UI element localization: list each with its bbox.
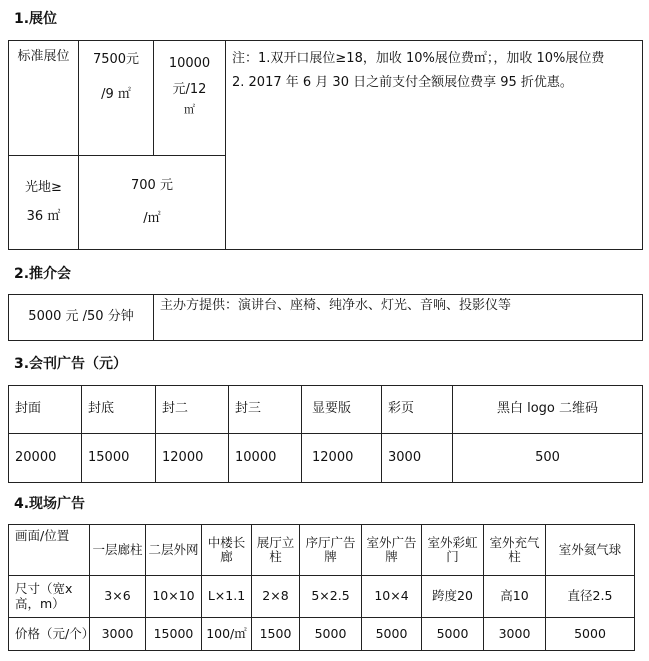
booth-note-2: 2. 2017 年 6 月 30 日之前支付全额展位费享 95 折优惠。 [232,75,573,91]
booth-note-1: 注：1.双开口展位≥18，加收 10%展位费㎡；，加收 10%展位费 [232,51,605,66]
ad-header: 封底 [82,386,156,434]
price-value: 5000 [422,618,484,651]
ad-value: 12000 [302,434,382,483]
size-label: 尺寸（宽x高，m） [9,576,90,618]
presentation-provided: 主办方提供：演讲台、座椅、纯净水、灯光、音响、投影仪等 [154,295,643,341]
size-value: 10×4 [362,576,422,618]
ad-value: 10000 [229,434,302,483]
onsite-ad-table [8,524,635,651]
bare-space-price-line2: /㎡ [143,210,161,226]
ad-header: 封二 [156,386,229,434]
onsite-header: 中楼长廊 [202,525,252,576]
booth-table [8,40,643,250]
onsite-header: 室外充气柱 [484,525,546,576]
onsite-header: 展厅立柱 [252,525,300,576]
onsite-header: 序厅广告牌 [300,525,362,576]
price-value: 15000 [146,618,202,651]
size-value: 10×10 [146,576,202,618]
price-value: 3000 [484,618,546,651]
onsite-header: 室外氦气球 [546,525,635,576]
presentation-price: 5000 元 /50 分钟 [9,295,154,341]
size-value: 2×8 [252,576,300,618]
ad-value: 3000 [382,434,453,483]
price-value: 5000 [362,618,422,651]
ad-value: 12000 [156,434,229,483]
price-9sqm-line2: /9 ㎡ [101,86,131,102]
price-9sqm-line1: 7500元 [92,52,140,67]
onsite-header: 画面/位置 [9,525,90,576]
price-value: 1500 [252,618,300,651]
price-12sqm-line2: 元/12 [172,82,207,98]
size-value: 高10 [484,576,546,618]
onsite-header: 一层廊柱 [90,525,146,576]
ad-value: 20000 [9,434,82,483]
catalog-ad-table [8,385,643,483]
bare-space-label-line2: 36 ㎡ [26,208,61,224]
bare-space-label-line1: 光地≥ [25,179,62,195]
price-12sqm-line3: ㎡ [184,103,195,117]
price-value: 100/㎡ [202,618,252,651]
price-value: 3000 [90,618,146,651]
price-value: 5000 [546,618,635,651]
ad-value: 500 [453,434,643,483]
price-value: 5000 [300,618,362,651]
section-title: 1.展位 [14,11,58,27]
size-value: 直径2.5 [546,576,635,618]
size-value: 3×6 [90,576,146,618]
price-12sqm-line1: 10000 [168,56,211,71]
presentation-table [8,294,643,341]
standard-booth-label: 标准展位 [9,41,79,156]
ad-value: 15000 [82,434,156,483]
size-value: 跨度20 [422,576,484,618]
size-value: L×1.1 [202,576,252,618]
section-title: 3.会刊广告（元） [14,356,128,372]
section-title: 2.推介会 [14,266,72,282]
ad-header: 黑白 logo 二维码 [453,386,643,434]
ad-header: 显要版 [302,386,382,434]
onsite-header: 室外彩虹门 [422,525,484,576]
size-value: 5×2.5 [300,576,362,618]
onsite-header: 二层外网 [146,525,202,576]
onsite-header: 室外广告牌 [362,525,422,576]
ad-header: 封三 [229,386,302,434]
bare-space-price-line1: 700 元 [131,178,173,193]
ad-header: 彩页 [382,386,453,434]
ad-header: 封面 [9,386,82,434]
section-title: 4.现场广告 [14,496,86,512]
price-label: 价格（元/个） [9,618,90,651]
